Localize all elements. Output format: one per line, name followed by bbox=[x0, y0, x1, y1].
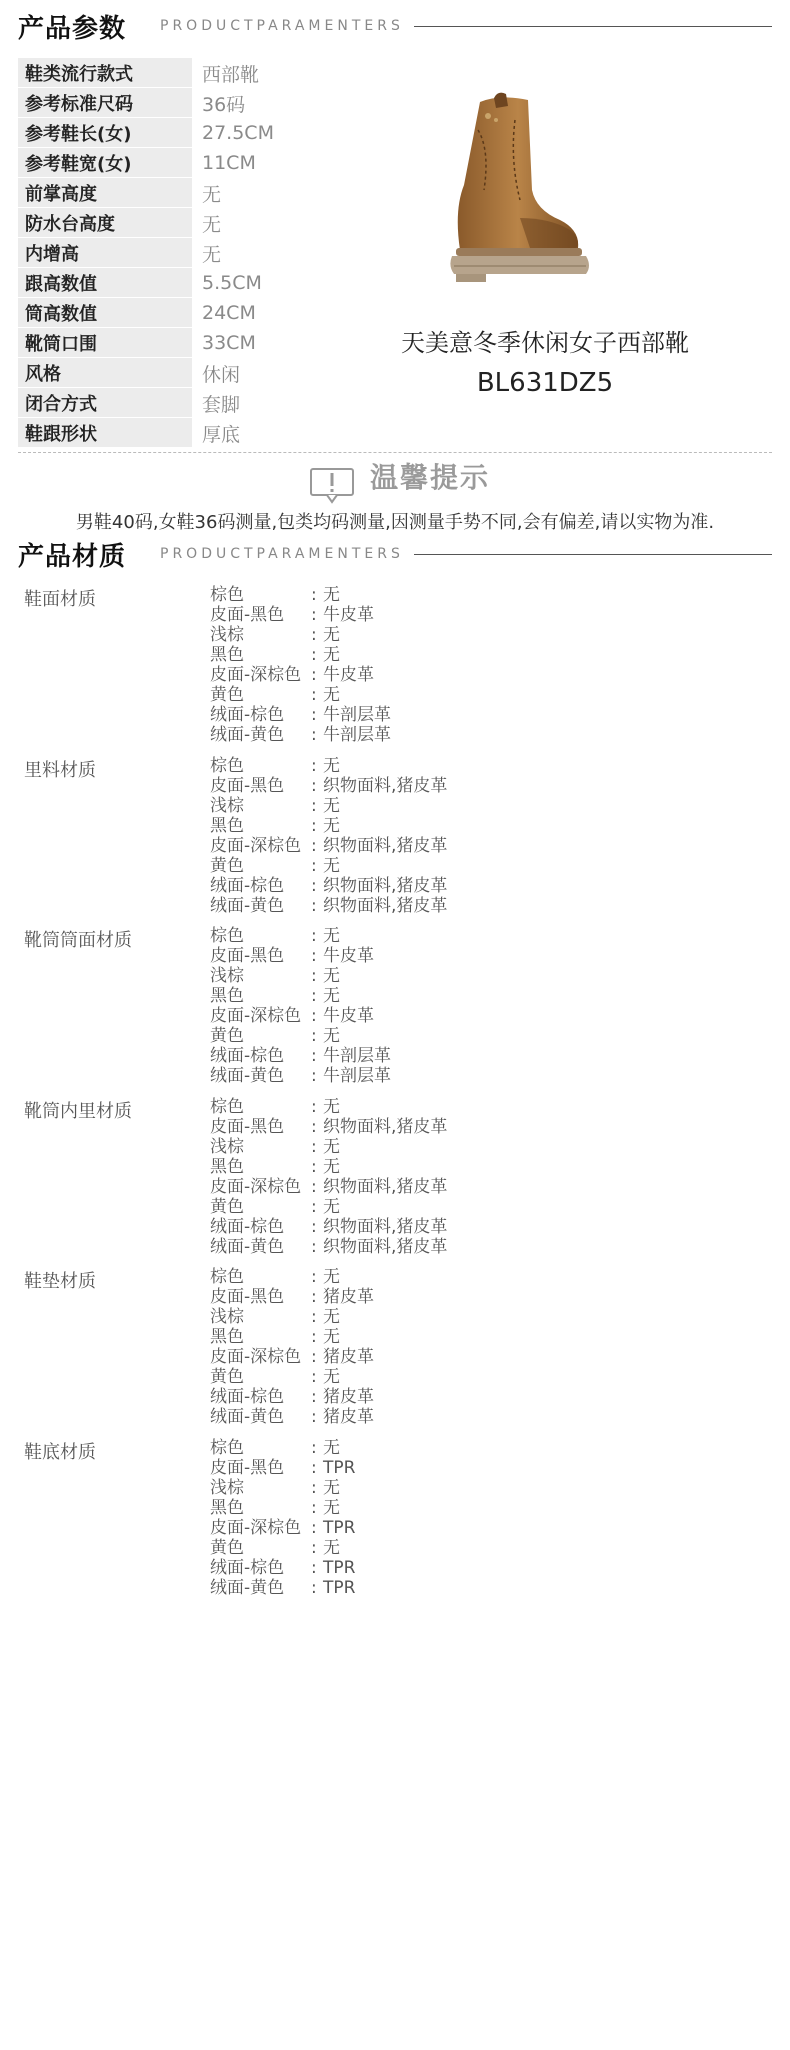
material-color: 黄色 bbox=[210, 1537, 244, 1558]
param-row bbox=[18, 148, 390, 178]
material-color: 黄色 bbox=[210, 855, 244, 876]
material-value: 无 bbox=[323, 1477, 340, 1498]
material-value: 织物面料,猪皮革 bbox=[323, 875, 448, 896]
material-separator: : bbox=[311, 1176, 317, 1197]
material-value: 织物面料,猪皮革 bbox=[323, 1116, 448, 1137]
param-key: 鞋类流行款式 bbox=[18, 58, 192, 88]
material-color: 绒面-黄色 bbox=[210, 1577, 285, 1598]
param-key: 参考鞋长(女) bbox=[18, 118, 192, 148]
material-color: 棕色 bbox=[210, 755, 244, 776]
param-row bbox=[18, 358, 390, 388]
materials-section-header bbox=[0, 534, 790, 574]
material-group-label: 靴筒内里材质 bbox=[24, 1100, 132, 1122]
material-group-label: 鞋垫材质 bbox=[24, 1271, 96, 1292]
material-separator: : bbox=[311, 875, 317, 896]
material-color: 棕色 bbox=[210, 585, 244, 605]
material-color: 绒面-黄色 bbox=[210, 725, 285, 745]
material-value: 猪皮革 bbox=[323, 1387, 374, 1407]
param-value: 无 bbox=[202, 183, 222, 206]
param-key: 跟高数值 bbox=[18, 268, 192, 298]
materials-section-subtitle: PRODUCTPARAMENTERS bbox=[160, 546, 404, 562]
material-value: 无 bbox=[323, 1307, 340, 1327]
material-separator: : bbox=[311, 775, 317, 796]
material-value: 猪皮革 bbox=[323, 1347, 374, 1367]
param-row bbox=[18, 328, 390, 358]
material-color: 皮面-黑色 bbox=[210, 1287, 285, 1307]
material-color: 绒面-黄色 bbox=[210, 1066, 285, 1086]
materials-section-title: 产品材质 bbox=[18, 541, 127, 572]
material-separator: : bbox=[311, 1407, 317, 1427]
material-value: 牛皮革 bbox=[323, 605, 374, 625]
material-color: 浅棕 bbox=[210, 625, 244, 645]
material-separator: : bbox=[311, 1517, 317, 1538]
param-value: 套脚 bbox=[202, 393, 241, 416]
material-separator: : bbox=[311, 835, 317, 856]
param-row bbox=[18, 298, 390, 328]
material-value: 无 bbox=[323, 986, 340, 1006]
material-value: 无 bbox=[323, 1267, 340, 1287]
material-value: 无 bbox=[323, 855, 340, 876]
material-separator: : bbox=[311, 966, 317, 986]
material-value: 无 bbox=[323, 1156, 340, 1177]
material-group bbox=[0, 1438, 790, 1609]
material-value: 牛剖层革 bbox=[323, 705, 391, 725]
material-separator: : bbox=[311, 795, 317, 816]
material-color: 浅棕 bbox=[210, 966, 244, 986]
param-row bbox=[18, 418, 390, 448]
params-section-subtitle: PRODUCTPARAMENTERS bbox=[160, 18, 404, 34]
param-key: 闭合方式 bbox=[18, 388, 192, 418]
materials-header-divider bbox=[414, 554, 772, 555]
material-value: 猪皮革 bbox=[323, 1287, 374, 1307]
param-key: 靴筒口围 bbox=[18, 328, 192, 358]
param-row bbox=[18, 118, 390, 148]
param-key: 内增高 bbox=[18, 238, 192, 268]
material-separator: : bbox=[311, 1327, 317, 1347]
material-separator: : bbox=[311, 1457, 317, 1478]
param-key: 参考鞋宽(女) bbox=[18, 148, 192, 178]
material-value: 无 bbox=[323, 926, 340, 946]
material-color: 绒面-棕色 bbox=[210, 705, 285, 725]
param-key: 参考标准尺码 bbox=[18, 88, 192, 118]
material-color: 棕色 bbox=[210, 1096, 244, 1117]
material-separator: : bbox=[311, 895, 317, 916]
material-value: 织物面料,猪皮革 bbox=[323, 1176, 448, 1197]
param-value: 西部靴 bbox=[202, 63, 260, 86]
material-separator: : bbox=[311, 725, 317, 745]
material-color: 绒面-黄色 bbox=[210, 1236, 285, 1257]
material-color: 皮面-黑色 bbox=[210, 1116, 285, 1137]
material-value: TPR bbox=[323, 1557, 356, 1578]
param-value: 厚底 bbox=[202, 423, 241, 446]
material-group bbox=[0, 926, 790, 1097]
material-color: 皮面-深棕色 bbox=[210, 835, 302, 856]
params-section-header bbox=[0, 6, 790, 46]
material-separator: : bbox=[311, 1006, 317, 1026]
material-value: 无 bbox=[323, 645, 340, 665]
material-separator: : bbox=[311, 1307, 317, 1327]
material-separator: : bbox=[311, 1557, 317, 1578]
material-separator: : bbox=[311, 685, 317, 705]
material-separator: : bbox=[311, 1347, 317, 1367]
material-color: 黑色 bbox=[210, 1497, 244, 1518]
material-color: 皮面-深棕色 bbox=[210, 1176, 302, 1197]
material-separator: : bbox=[311, 755, 317, 776]
material-value: 织物面料,猪皮革 bbox=[323, 775, 448, 796]
material-separator: : bbox=[311, 855, 317, 876]
material-separator: : bbox=[311, 1477, 317, 1498]
material-value: 牛剖层革 bbox=[323, 725, 391, 745]
exclamation-speech-bubble-icon bbox=[309, 467, 355, 505]
material-color: 黑色 bbox=[210, 986, 244, 1006]
material-separator: : bbox=[311, 705, 317, 725]
material-separator: : bbox=[311, 1437, 317, 1458]
material-value: 织物面料,猪皮革 bbox=[323, 1216, 448, 1237]
material-value: 无 bbox=[323, 1327, 340, 1347]
material-group-label: 鞋面材质 bbox=[24, 589, 96, 610]
material-value: TPR bbox=[323, 1577, 356, 1598]
param-row bbox=[18, 238, 390, 268]
notice-title: 温馨提示 bbox=[370, 461, 491, 494]
material-color: 浅棕 bbox=[210, 1307, 244, 1327]
material-color: 皮面-深棕色 bbox=[210, 1347, 302, 1367]
material-color: 皮面-黑色 bbox=[210, 775, 285, 796]
material-color: 浅棕 bbox=[210, 1136, 244, 1157]
material-separator: : bbox=[311, 1066, 317, 1086]
material-color: 绒面-棕色 bbox=[210, 1387, 285, 1407]
material-value: 无 bbox=[323, 1367, 340, 1387]
product-name: 天美意冬季休闲女子西部靴 bbox=[401, 329, 689, 357]
material-separator: : bbox=[311, 625, 317, 645]
material-separator: : bbox=[311, 1267, 317, 1287]
params-header-divider bbox=[414, 26, 772, 27]
material-separator: : bbox=[311, 1046, 317, 1066]
material-group bbox=[0, 585, 790, 756]
material-color: 棕色 bbox=[210, 1437, 244, 1458]
param-key: 筒高数值 bbox=[18, 298, 192, 328]
material-value: 织物面料,猪皮革 bbox=[323, 1236, 448, 1257]
material-value: 无 bbox=[323, 966, 340, 986]
material-value: 无 bbox=[323, 815, 340, 836]
material-value: 无 bbox=[323, 625, 340, 645]
param-key: 防水台高度 bbox=[18, 208, 192, 238]
material-value: 无 bbox=[323, 1437, 340, 1458]
material-value: 牛皮革 bbox=[323, 946, 374, 966]
material-value: 无 bbox=[323, 1136, 340, 1157]
material-group bbox=[0, 1267, 790, 1438]
material-group-label: 里料材质 bbox=[24, 759, 96, 781]
material-color: 黑色 bbox=[210, 1156, 244, 1177]
material-color: 皮面-深棕色 bbox=[210, 665, 302, 685]
material-separator: : bbox=[311, 1387, 317, 1407]
material-color: 浅棕 bbox=[210, 795, 244, 816]
material-color: 黄色 bbox=[210, 1367, 244, 1387]
material-value: 牛剖层革 bbox=[323, 1066, 391, 1086]
material-separator: : bbox=[311, 1236, 317, 1257]
material-separator: : bbox=[311, 1367, 317, 1387]
material-separator: : bbox=[311, 926, 317, 946]
material-color: 皮面-黑色 bbox=[210, 1457, 285, 1478]
param-value: 无 bbox=[202, 243, 222, 266]
material-color: 绒面-黄色 bbox=[210, 895, 285, 916]
material-color: 黑色 bbox=[210, 645, 244, 665]
material-separator: : bbox=[311, 1026, 317, 1046]
material-separator: : bbox=[311, 1287, 317, 1307]
material-value: 无 bbox=[323, 685, 340, 705]
material-separator: : bbox=[311, 585, 317, 605]
material-separator: : bbox=[311, 1136, 317, 1157]
param-value: 5.5CM bbox=[202, 272, 262, 294]
product-code: BL631DZ5 bbox=[476, 368, 614, 398]
param-value: 11CM bbox=[202, 152, 256, 174]
material-separator: : bbox=[311, 1497, 317, 1518]
param-row bbox=[18, 208, 390, 238]
material-separator: : bbox=[311, 1216, 317, 1237]
material-separator: : bbox=[311, 815, 317, 836]
param-row bbox=[18, 178, 390, 208]
material-color: 皮面-深棕色 bbox=[210, 1006, 302, 1026]
material-color: 绒面-棕色 bbox=[210, 875, 285, 896]
param-value: 27.5CM bbox=[202, 122, 274, 144]
notice-text: 男鞋40码,女鞋36码测量,包类均码测量,因测量手势不同,会有偏差,请以实物为准. bbox=[75, 512, 715, 533]
param-value: 休闲 bbox=[202, 363, 241, 386]
params-table bbox=[18, 58, 390, 448]
material-group bbox=[0, 1097, 790, 1268]
material-value: 牛皮革 bbox=[323, 1006, 374, 1026]
material-group-label: 鞋底材质 bbox=[24, 1441, 96, 1463]
param-row bbox=[18, 58, 390, 88]
param-value: 36码 bbox=[202, 93, 246, 116]
material-value: 无 bbox=[323, 585, 340, 605]
material-color: 皮面-黑色 bbox=[210, 946, 285, 966]
param-key: 风格 bbox=[18, 358, 192, 388]
material-separator: : bbox=[311, 1537, 317, 1558]
material-separator: : bbox=[311, 1577, 317, 1598]
material-value: TPR bbox=[323, 1457, 356, 1478]
material-value: 无 bbox=[323, 755, 340, 776]
material-value: TPR bbox=[323, 1517, 356, 1538]
material-value: 织物面料,猪皮革 bbox=[323, 895, 448, 916]
material-separator: : bbox=[311, 946, 317, 966]
param-value: 24CM bbox=[202, 302, 256, 324]
material-separator: : bbox=[311, 986, 317, 1006]
material-separator: : bbox=[311, 645, 317, 665]
param-row bbox=[18, 88, 390, 118]
param-key: 鞋跟形状 bbox=[18, 418, 192, 448]
material-separator: : bbox=[311, 1156, 317, 1177]
material-group bbox=[0, 756, 790, 927]
material-value: 织物面料,猪皮革 bbox=[323, 835, 448, 856]
material-separator: : bbox=[311, 665, 317, 685]
material-color: 绒面-黄色 bbox=[210, 1407, 285, 1427]
material-value: 无 bbox=[323, 1497, 340, 1518]
material-separator: : bbox=[311, 1196, 317, 1217]
material-group-label: 靴筒筒面材质 bbox=[24, 930, 132, 951]
material-color: 绒面-棕色 bbox=[210, 1557, 285, 1578]
material-separator: : bbox=[311, 1116, 317, 1137]
material-color: 绒面-棕色 bbox=[210, 1046, 285, 1066]
material-color: 黄色 bbox=[210, 685, 244, 705]
material-value: 无 bbox=[323, 1096, 340, 1117]
material-color: 棕色 bbox=[210, 1267, 244, 1287]
materials-list bbox=[0, 585, 790, 1608]
material-color: 浅棕 bbox=[210, 1477, 244, 1498]
params-divider bbox=[18, 452, 772, 453]
material-separator: : bbox=[311, 1096, 317, 1117]
material-separator: : bbox=[311, 605, 317, 625]
param-value: 33CM bbox=[202, 332, 256, 354]
material-value: 无 bbox=[323, 1537, 340, 1558]
material-value: 无 bbox=[323, 795, 340, 816]
boot-photo bbox=[420, 90, 600, 290]
material-color: 绒面-棕色 bbox=[210, 1216, 285, 1237]
material-value: 无 bbox=[323, 1026, 340, 1046]
material-color: 皮面-黑色 bbox=[210, 605, 285, 625]
param-row bbox=[18, 388, 390, 418]
param-key: 前掌高度 bbox=[18, 178, 192, 208]
material-color: 黄色 bbox=[210, 1026, 244, 1046]
params-section-title: 产品参数 bbox=[18, 13, 127, 44]
material-value: 无 bbox=[323, 1196, 340, 1217]
param-row bbox=[18, 268, 390, 298]
material-value: 牛皮革 bbox=[323, 665, 374, 685]
material-color: 黄色 bbox=[210, 1196, 244, 1217]
material-color: 皮面-深棕色 bbox=[210, 1517, 302, 1538]
material-color: 黑色 bbox=[210, 1327, 244, 1347]
material-color: 棕色 bbox=[210, 926, 244, 946]
material-color: 黑色 bbox=[210, 815, 244, 836]
param-value: 无 bbox=[202, 213, 222, 236]
material-value: 猪皮革 bbox=[323, 1407, 374, 1427]
material-value: 牛剖层革 bbox=[323, 1046, 391, 1066]
